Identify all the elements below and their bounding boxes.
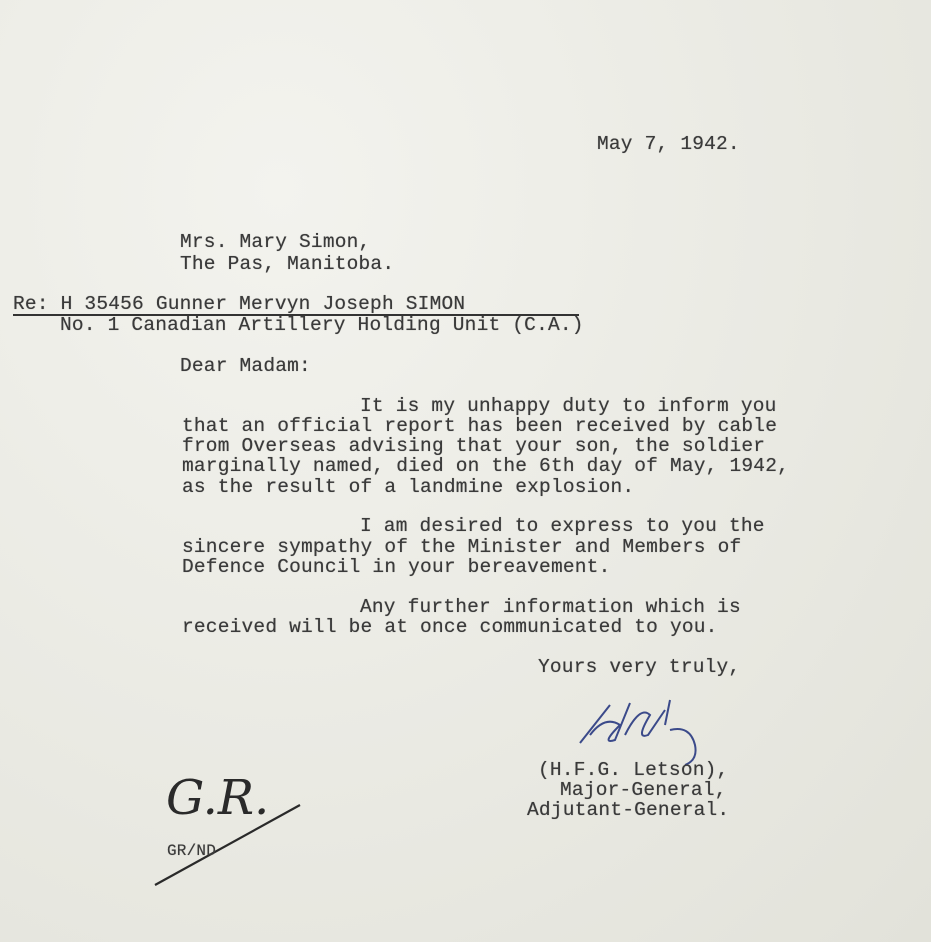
signatory-name: (H.F.G. Letson),	[538, 759, 729, 781]
subject-line: Re: H 35456 Gunner Mervyn Joseph SIMON	[13, 294, 579, 316]
recipient-name: Mrs. Mary Simon,	[180, 231, 371, 253]
closing: Yours very truly,	[538, 656, 741, 678]
paragraph-2-line: Defence Council in your bereavement.	[182, 556, 611, 578]
paragraph-2-line: I am desired to express to you the	[360, 515, 765, 537]
paragraph-1-line: from Overseas advising that your son, the soldier	[182, 435, 766, 457]
paragraph-1-line: marginally named, died on the 6th day of May, 1942,	[182, 455, 789, 477]
initials-signature: G.R.	[166, 770, 270, 826]
paragraph-1-line: It is my unhappy duty to inform you	[360, 395, 777, 417]
paragraph-3-line: received will be at once communicated to you.	[182, 616, 718, 638]
recipient-address: The Pas, Manitoba.	[180, 253, 395, 275]
letter-date: May 7, 1942.	[597, 133, 740, 155]
paragraph-1-line: as the result of a landmine explosion.	[182, 476, 635, 498]
signatory-title: Adjutant-General.	[527, 799, 730, 821]
paragraph-2-line: sincere sympathy of the Minister and Members of	[182, 536, 742, 558]
reference-initials: GR/ND	[167, 842, 217, 860]
salutation: Dear Madam:	[180, 355, 311, 377]
subject-unit: No. 1 Canadian Artillery Holding Unit (C.A.)	[60, 314, 584, 336]
paragraph-1-line: that an official report has been received by cable	[182, 415, 778, 437]
paragraph-3-line: Any further information which is	[360, 596, 741, 618]
signatory-rank: Major-General,	[560, 779, 727, 801]
initials-slash-line	[150, 760, 310, 890]
